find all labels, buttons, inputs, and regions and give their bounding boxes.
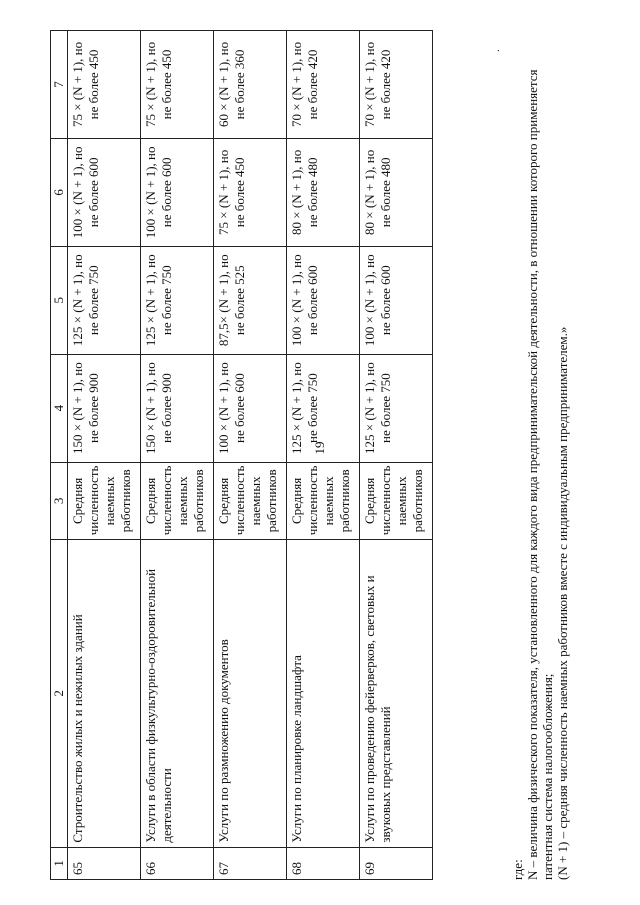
column-header-6: 6 [51,138,68,246]
income-value: 100 × (N + 1), но не более 600 [141,138,214,246]
header-row [51,31,68,880]
column-header-7: 7 [51,31,68,139]
table-row [141,31,214,880]
table-row [68,31,141,880]
column-header-2: 2 [51,540,68,847]
row-number: 66 [141,847,214,879]
income-value: 75 × (N + 1), но не более 450 [68,31,141,139]
activity-name: Строительство жилых и нежилых зданий [68,540,141,847]
row-number: 68 [287,847,360,879]
row-number: 65 [68,847,141,879]
page-number: 19 [312,441,327,455]
income-value: 125 × (N + 1), но не более 750 [141,246,214,354]
income-value: 125 × (N + 1), но не более 750 [360,354,433,462]
income-value: 150 × (N + 1), но не более 900 [68,354,141,462]
tariff-table [50,30,433,880]
physical-indicator: Средняя численность наемных работников [360,462,433,540]
row-number: 67 [214,847,287,879]
column-header-5: 5 [51,246,68,354]
physical-indicator: Средняя численность наемных работников [68,462,141,540]
physical-indicator: Средняя численность наемных работников [214,462,287,540]
income-value: 100 × (N + 1), но не более 600 [68,138,141,246]
rotated-content [50,20,590,880]
column-header-3: 3 [51,462,68,540]
income-value: 100 × (N + 1), но не более 600 [287,246,360,354]
physical-indicator: Средняя численность наемных работников [141,462,214,540]
income-value: 150 × (N + 1), но не более 900 [141,354,214,462]
activity-name: Услуги по планировке ландшафта [287,540,360,847]
table-row [360,31,433,880]
income-value: 125 × (N + 1), но не более 750 [287,354,360,462]
income-value: 75 × (N + 1), но не более 450 [214,138,287,246]
income-value: 75 × (N + 1), но не более 450 [141,31,214,139]
row-number: 69 [360,847,433,879]
activity-name: Услуги в области физкультурно-оздоровительной деятельности [141,540,214,847]
footnote-n-definition: N – величина физического показателя, установленного для каждого вида предпринимательской деятельности, в отношении которого применяется патентная система налогообложения; [525,69,555,880]
income-value: 87,5× (N + 1), но не более 525 [214,246,287,354]
footnotes [510,30,570,880]
income-value: 70 × (N + 1), но не более 420 [360,31,433,139]
income-value: 70 × (N + 1), но не более 420 [287,31,360,139]
income-value: 80 × (N + 1), но не более 480 [287,138,360,246]
physical-indicator: Средняя численность наемных работников [287,462,360,540]
income-value: 100 × (N + 1), но не более 600 [360,246,433,354]
footnote-where: где: [510,859,525,880]
column-header-4: 4 [51,354,68,462]
income-value: 125 × (N + 1), но не более 750 [68,246,141,354]
income-value: 100 × (N + 1), но не более 600 [214,354,287,462]
income-value: 80 × (N + 1), но не более 480 [360,138,433,246]
footnote-n-plus-one-definition: (N + 1) – средняя численность наемных работников вместе с индивидуальным предпринимателем.» [555,326,570,880]
activity-name: Услуги по проведению фейерверков, световых и звуковых представлений [360,540,433,847]
table-row [214,31,287,880]
activity-name: Услуги по размножению документов [214,540,287,847]
end-mark: . [490,49,502,52]
column-header-1: 1 [51,847,68,879]
income-value: 60 × (N + 1), но не более 360 [214,31,287,139]
landscape-page [50,20,590,880]
table-row [287,31,360,880]
